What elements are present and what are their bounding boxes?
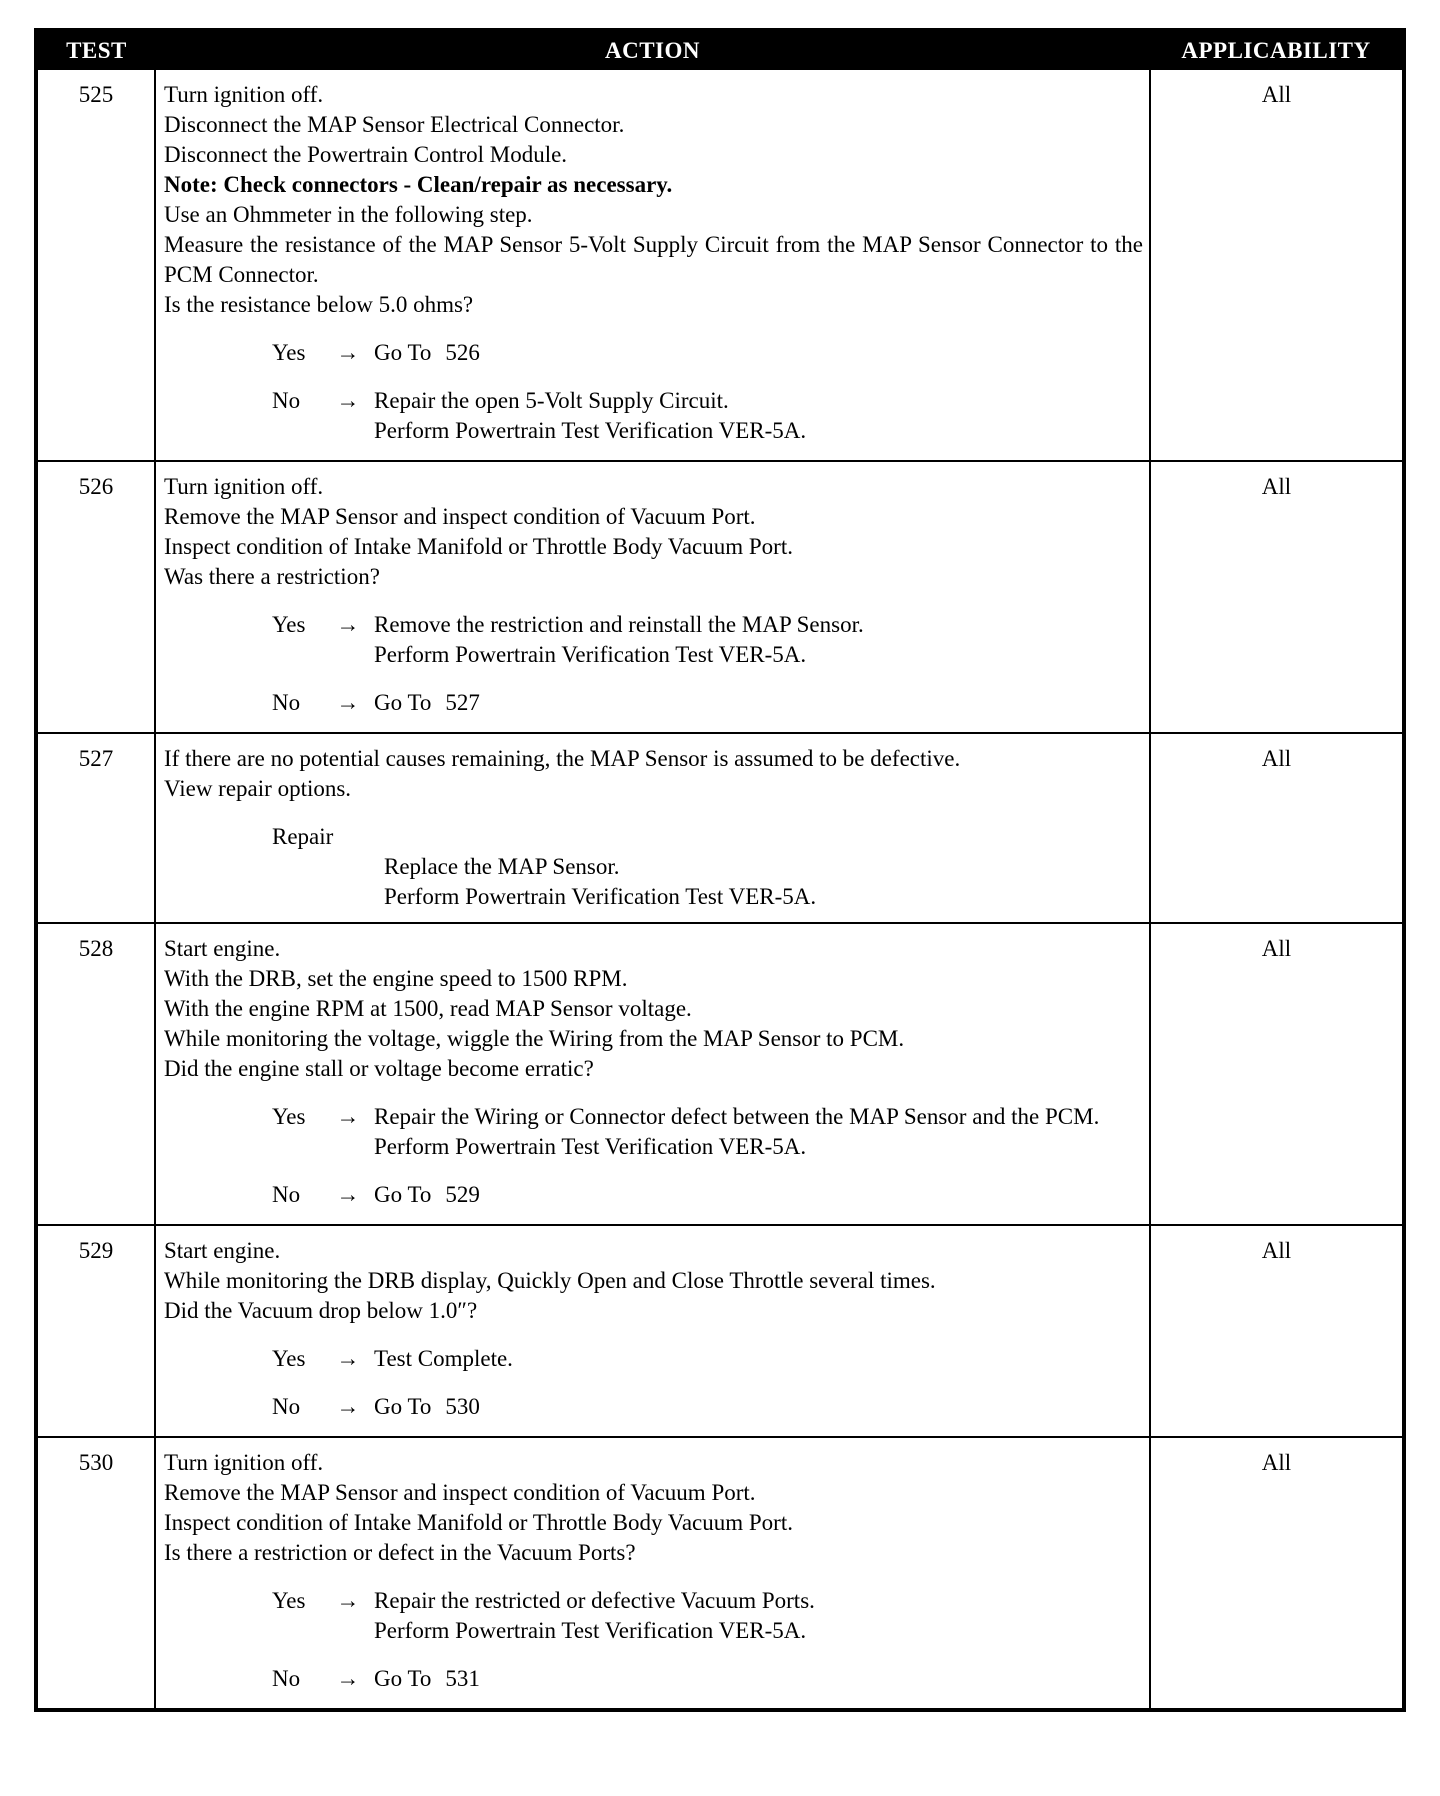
action-step: Disconnect the Powertrain Control Module. xyxy=(164,142,568,167)
answer-yes xyxy=(272,1102,1143,1162)
action-step: Did the engine stall or voltage become erratic? xyxy=(164,1056,594,1081)
answer-step: Remove the restriction and reinstall the MAP Sensor. xyxy=(374,612,864,637)
action-step: Turn ignition off. xyxy=(164,82,324,107)
answer-step: Perform Powertrain Test Verification VER-5A. xyxy=(374,1134,807,1159)
right-arrow-icon: → xyxy=(336,690,360,715)
answer-step: Repair the Wiring or Connector defect between the MAP Sensor and the PCM. xyxy=(374,1104,1100,1129)
action-step: Did the Vacuum drop below 1.0″? xyxy=(164,1298,478,1323)
action-cell xyxy=(155,461,1150,733)
test-number: 525 xyxy=(38,70,155,461)
answer-step: Perform Powertrain Test Verification VER-5A. xyxy=(374,418,807,443)
goto-test-number: 529 xyxy=(445,1182,480,1207)
diagnostic-test-table xyxy=(38,32,1402,1708)
repair-step: Replace the MAP Sensor. xyxy=(384,854,620,879)
goto-text: Go To xyxy=(374,1394,432,1419)
action-cell xyxy=(155,70,1150,461)
table-row xyxy=(38,923,1402,1225)
applicability-value: All xyxy=(1150,1437,1402,1708)
answer-no-label: No xyxy=(272,388,301,413)
action-step: Start engine. xyxy=(164,936,281,961)
diagnostic-test-table-sheet xyxy=(34,28,1406,1712)
table-header-row xyxy=(38,32,1402,70)
action-step: Inspect condition of Intake Manifold or Throttle Body Vacuum Port. xyxy=(164,1510,793,1535)
answer-no xyxy=(272,688,1143,718)
header-test: TEST xyxy=(38,32,155,70)
action-cell xyxy=(155,733,1150,923)
goto-test-number: 530 xyxy=(445,1394,480,1419)
goto-reference xyxy=(374,1392,1143,1422)
answer-no-label: No xyxy=(272,1666,301,1691)
answer-instructions xyxy=(374,386,1143,446)
answer-instructions xyxy=(374,1586,1143,1646)
goto-reference xyxy=(374,688,1143,718)
right-arrow-icon: → xyxy=(336,1588,360,1613)
answer-yes xyxy=(272,1344,1143,1374)
goto-text: Go To xyxy=(374,1666,432,1691)
answer-no xyxy=(272,1180,1143,1210)
repair-instructions xyxy=(384,852,1143,912)
goto-text: Go To xyxy=(374,340,432,365)
action-step: View repair options. xyxy=(164,776,352,801)
action-step: If there are no potential causes remaining, the MAP Sensor is assumed to be defective. xyxy=(164,746,961,771)
test-number: 529 xyxy=(38,1225,155,1437)
answer-yes-label: Yes xyxy=(272,1346,306,1371)
right-arrow-icon: → xyxy=(336,340,360,365)
goto-reference xyxy=(374,338,1143,368)
answer-branches xyxy=(164,610,1143,718)
goto-test-number: 526 xyxy=(445,340,480,365)
answer-no-label: No xyxy=(272,1182,301,1207)
action-step: Note: Check connectors - Clean/repair as necessary. xyxy=(164,172,673,197)
action-step: Is the resistance below 5.0 ohms? xyxy=(164,292,474,317)
table-row xyxy=(38,733,1402,923)
goto-test-number: 527 xyxy=(445,690,480,715)
action-step: While monitoring the voltage, wiggle the Wiring from the MAP Sensor to PCM. xyxy=(164,1026,905,1051)
answer-yes xyxy=(272,610,1143,670)
right-arrow-icon: → xyxy=(336,1104,360,1129)
action-step: Turn ignition off. xyxy=(164,1450,324,1475)
right-arrow-icon: → xyxy=(336,1394,360,1419)
right-arrow-icon: → xyxy=(336,612,360,637)
test-number: 527 xyxy=(38,733,155,923)
action-step: Is there a restriction or defect in the Vacuum Ports? xyxy=(164,1540,636,1565)
goto-reference xyxy=(374,1664,1143,1694)
header-applicability: APPLICABILITY xyxy=(1150,32,1402,70)
answer-no xyxy=(272,1664,1143,1694)
test-number: 530 xyxy=(38,1437,155,1708)
applicability-value: All xyxy=(1150,70,1402,461)
table-row xyxy=(38,1437,1402,1708)
action-step: Measure the resistance of the MAP Sensor 5-Volt Supply Circuit from the MAP Sensor Connector to the PCM Connector. xyxy=(164,232,1143,287)
applicability-value: All xyxy=(1150,461,1402,733)
action-step: Was there a restriction? xyxy=(164,564,380,589)
action-step: While monitoring the DRB display, Quickly Open and Close Throttle several times. xyxy=(164,1268,936,1293)
test-number: 526 xyxy=(38,461,155,733)
table-row xyxy=(38,461,1402,733)
answer-instructions xyxy=(374,610,1143,670)
table-row xyxy=(38,1225,1402,1437)
goto-text: Go To xyxy=(374,690,432,715)
action-step: With the engine RPM at 1500, read MAP Sensor voltage. xyxy=(164,996,692,1021)
test-number: 528 xyxy=(38,923,155,1225)
right-arrow-icon: → xyxy=(336,1346,360,1371)
right-arrow-icon: → xyxy=(336,388,360,413)
answer-instructions xyxy=(374,1102,1143,1162)
goto-reference xyxy=(374,1180,1143,1210)
action-cell xyxy=(155,1437,1150,1708)
action-step: Turn ignition off. xyxy=(164,474,324,499)
answer-branches xyxy=(164,338,1143,446)
answer-no xyxy=(272,1392,1143,1422)
answer-yes-label: Yes xyxy=(272,612,306,637)
applicability-value: All xyxy=(1150,923,1402,1225)
action-step: Disconnect the MAP Sensor Electrical Connector. xyxy=(164,112,625,137)
action-step: Start engine. xyxy=(164,1238,281,1263)
answer-yes xyxy=(272,1586,1143,1646)
action-step: Inspect condition of Intake Manifold or Throttle Body Vacuum Port. xyxy=(164,534,793,559)
answer-step: Perform Powertrain Test Verification VER-5A. xyxy=(374,1618,807,1643)
repair-label: Repair xyxy=(272,824,334,849)
right-arrow-icon: → xyxy=(336,1666,360,1691)
repair-step: Perform Powertrain Verification Test VER-5A. xyxy=(384,884,817,909)
answer-yes xyxy=(272,338,1143,368)
answer-instructions xyxy=(374,1344,1143,1374)
answer-yes-label: Yes xyxy=(272,340,306,365)
answer-yes-label: Yes xyxy=(272,1588,306,1613)
action-cell xyxy=(155,1225,1150,1437)
answer-step: Test Complete. xyxy=(374,1346,513,1371)
action-step: With the DRB, set the engine speed to 1500 RPM. xyxy=(164,966,628,991)
answer-no-label: No xyxy=(272,1394,301,1419)
header-action: ACTION xyxy=(155,32,1150,70)
applicability-value: All xyxy=(1150,1225,1402,1437)
action-step: Remove the MAP Sensor and inspect condition of Vacuum Port. xyxy=(164,504,756,529)
goto-test-number: 531 xyxy=(445,1666,480,1691)
right-arrow-icon: → xyxy=(336,1182,360,1207)
goto-text: Go To xyxy=(374,1182,432,1207)
answer-no-label: No xyxy=(272,690,301,715)
answer-branches xyxy=(164,1586,1143,1694)
answer-branches xyxy=(164,1344,1143,1422)
answer-yes-label: Yes xyxy=(272,1104,306,1129)
answer-step: Repair the open 5-Volt Supply Circuit. xyxy=(374,388,729,413)
table-row xyxy=(38,70,1402,461)
answer-branches xyxy=(164,1102,1143,1210)
action-step: Use an Ohmmeter in the following step. xyxy=(164,202,533,227)
answer-no xyxy=(272,386,1143,446)
action-step: Remove the MAP Sensor and inspect condition of Vacuum Port. xyxy=(164,1480,756,1505)
answer-step: Repair the restricted or defective Vacuum Ports. xyxy=(374,1588,815,1613)
applicability-value: All xyxy=(1150,733,1402,923)
action-cell xyxy=(155,923,1150,1225)
answer-step: Perform Powertrain Verification Test VER-5A. xyxy=(374,642,807,667)
